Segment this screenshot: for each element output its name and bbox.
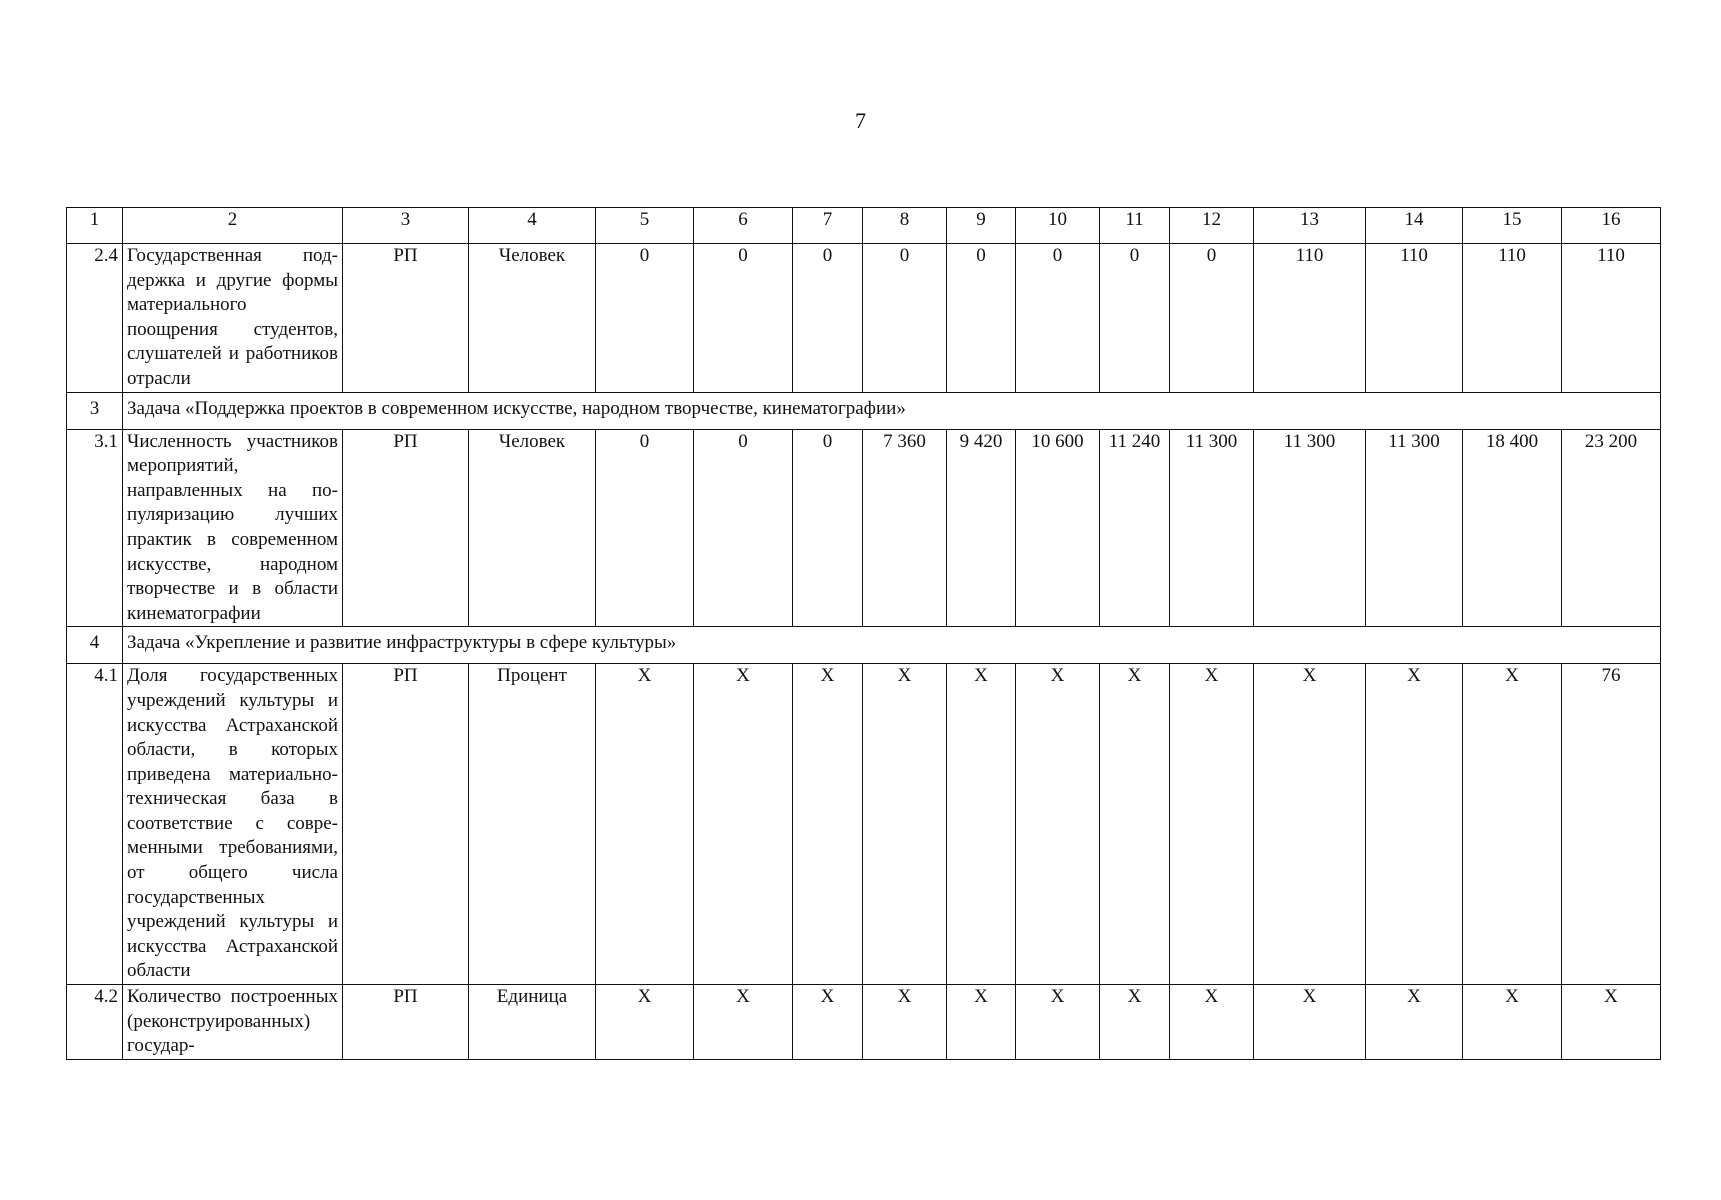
column-number: 10	[1016, 208, 1100, 244]
value-cell: 11 300	[1254, 429, 1366, 627]
indicator-number: 4.1	[67, 664, 123, 985]
indicator-row	[67, 985, 1661, 1060]
value-cell: 0	[694, 429, 793, 627]
page-number: 7	[855, 108, 866, 133]
task-row	[67, 392, 1661, 429]
value-cell: 110	[1254, 244, 1366, 393]
column-number: 16	[1562, 208, 1661, 244]
indicator-name: Численность участников мероприятий, направленных на популяризацию лучших практик в современном искусстве, народном творчестве и в области кинематографии	[123, 429, 343, 627]
unit-cell: Человек	[469, 429, 596, 627]
value-cell: 11 300	[1170, 429, 1254, 627]
value-cell: 7 360	[863, 429, 947, 627]
unit-cell: Процент	[469, 664, 596, 985]
column-number: 11	[1100, 208, 1170, 244]
value-cell: X	[1100, 664, 1170, 985]
value-cell: 0	[863, 244, 947, 393]
column-number: 15	[1463, 208, 1562, 244]
column-number: 7	[793, 208, 863, 244]
column-number: 14	[1366, 208, 1463, 244]
value-cell: X	[1562, 985, 1661, 1060]
value-cell: 0	[1170, 244, 1254, 393]
task-title: Задача «Укрепление и развитие инфраструктуры в сфере культуры»	[123, 627, 1661, 664]
value-cell: 10 600	[1016, 429, 1100, 627]
source-cell: РП	[343, 429, 469, 627]
value-cell: 23 200	[1562, 429, 1661, 627]
column-number: 1	[67, 208, 123, 244]
indicator-row	[67, 429, 1661, 627]
value-cell: 0	[947, 244, 1016, 393]
value-cell: X	[1366, 985, 1463, 1060]
column-number: 3	[343, 208, 469, 244]
value-cell: 0	[596, 429, 694, 627]
column-number: 12	[1170, 208, 1254, 244]
value-cell: X	[793, 664, 863, 985]
indicator-number: 4.2	[67, 985, 123, 1060]
indicator-name: Доля государственных учреждений культуры и искусства Астраханской области, в которых приведена материально-техническая база в соответствие с современными требованиями, от общего числа государственных учреждений культуры и искусства Астраханской области	[123, 664, 343, 985]
indicator-row	[67, 664, 1661, 985]
column-number: 5	[596, 208, 694, 244]
value-cell: X	[694, 664, 793, 985]
value-cell: 0	[793, 244, 863, 393]
value-cell: X	[1463, 664, 1562, 985]
value-cell: X	[596, 985, 694, 1060]
value-cell: 110	[1562, 244, 1661, 393]
value-cell: X	[1254, 664, 1366, 985]
indicators-table	[66, 207, 1661, 1060]
source-cell: РП	[343, 664, 469, 985]
value-cell: X	[947, 664, 1016, 985]
value-cell: 11 240	[1100, 429, 1170, 627]
indicator-name: Количество построенных (реконструированных) государ-	[123, 985, 343, 1060]
task-number: 4	[67, 627, 123, 664]
source-cell: РП	[343, 985, 469, 1060]
column-number: 4	[469, 208, 596, 244]
column-number: 2	[123, 208, 343, 244]
value-cell: X	[596, 664, 694, 985]
value-cell: X	[863, 664, 947, 985]
value-cell: 110	[1463, 244, 1562, 393]
value-cell: X	[1016, 664, 1100, 985]
value-cell: 110	[1366, 244, 1463, 393]
value-cell: 18 400	[1463, 429, 1562, 627]
value-cell: X	[863, 985, 947, 1060]
value-cell: 9 420	[947, 429, 1016, 627]
column-number: 8	[863, 208, 947, 244]
value-cell: 0	[1016, 244, 1100, 393]
unit-cell: Человек	[469, 244, 596, 393]
task-number: 3	[67, 392, 123, 429]
column-number-row	[67, 208, 1661, 244]
value-cell: X	[1463, 985, 1562, 1060]
value-cell: X	[947, 985, 1016, 1060]
column-number: 9	[947, 208, 1016, 244]
column-number: 13	[1254, 208, 1366, 244]
value-cell: X	[1170, 664, 1254, 985]
indicator-row	[67, 244, 1661, 393]
value-cell: 76	[1562, 664, 1661, 985]
value-cell: X	[1170, 985, 1254, 1060]
value-cell: X	[1016, 985, 1100, 1060]
value-cell: 0	[1100, 244, 1170, 393]
value-cell: X	[1366, 664, 1463, 985]
value-cell: 11 300	[1366, 429, 1463, 627]
value-cell: 0	[694, 244, 793, 393]
value-cell: 0	[596, 244, 694, 393]
unit-cell: Единица	[469, 985, 596, 1060]
value-cell: X	[793, 985, 863, 1060]
value-cell: 0	[793, 429, 863, 627]
indicator-name: Государственная поддержка и другие формы материального поощрения студентов, слушателей и работников отрасли	[123, 244, 343, 393]
indicator-number: 2.4	[67, 244, 123, 393]
indicator-number: 3.1	[67, 429, 123, 627]
column-number: 6	[694, 208, 793, 244]
source-cell: РП	[343, 244, 469, 393]
task-row	[67, 627, 1661, 664]
value-cell: X	[1100, 985, 1170, 1060]
value-cell: X	[694, 985, 793, 1060]
task-title: Задача «Поддержка проектов в современном искусстве, народном творчестве, кинематографии»	[123, 392, 1661, 429]
value-cell: X	[1254, 985, 1366, 1060]
